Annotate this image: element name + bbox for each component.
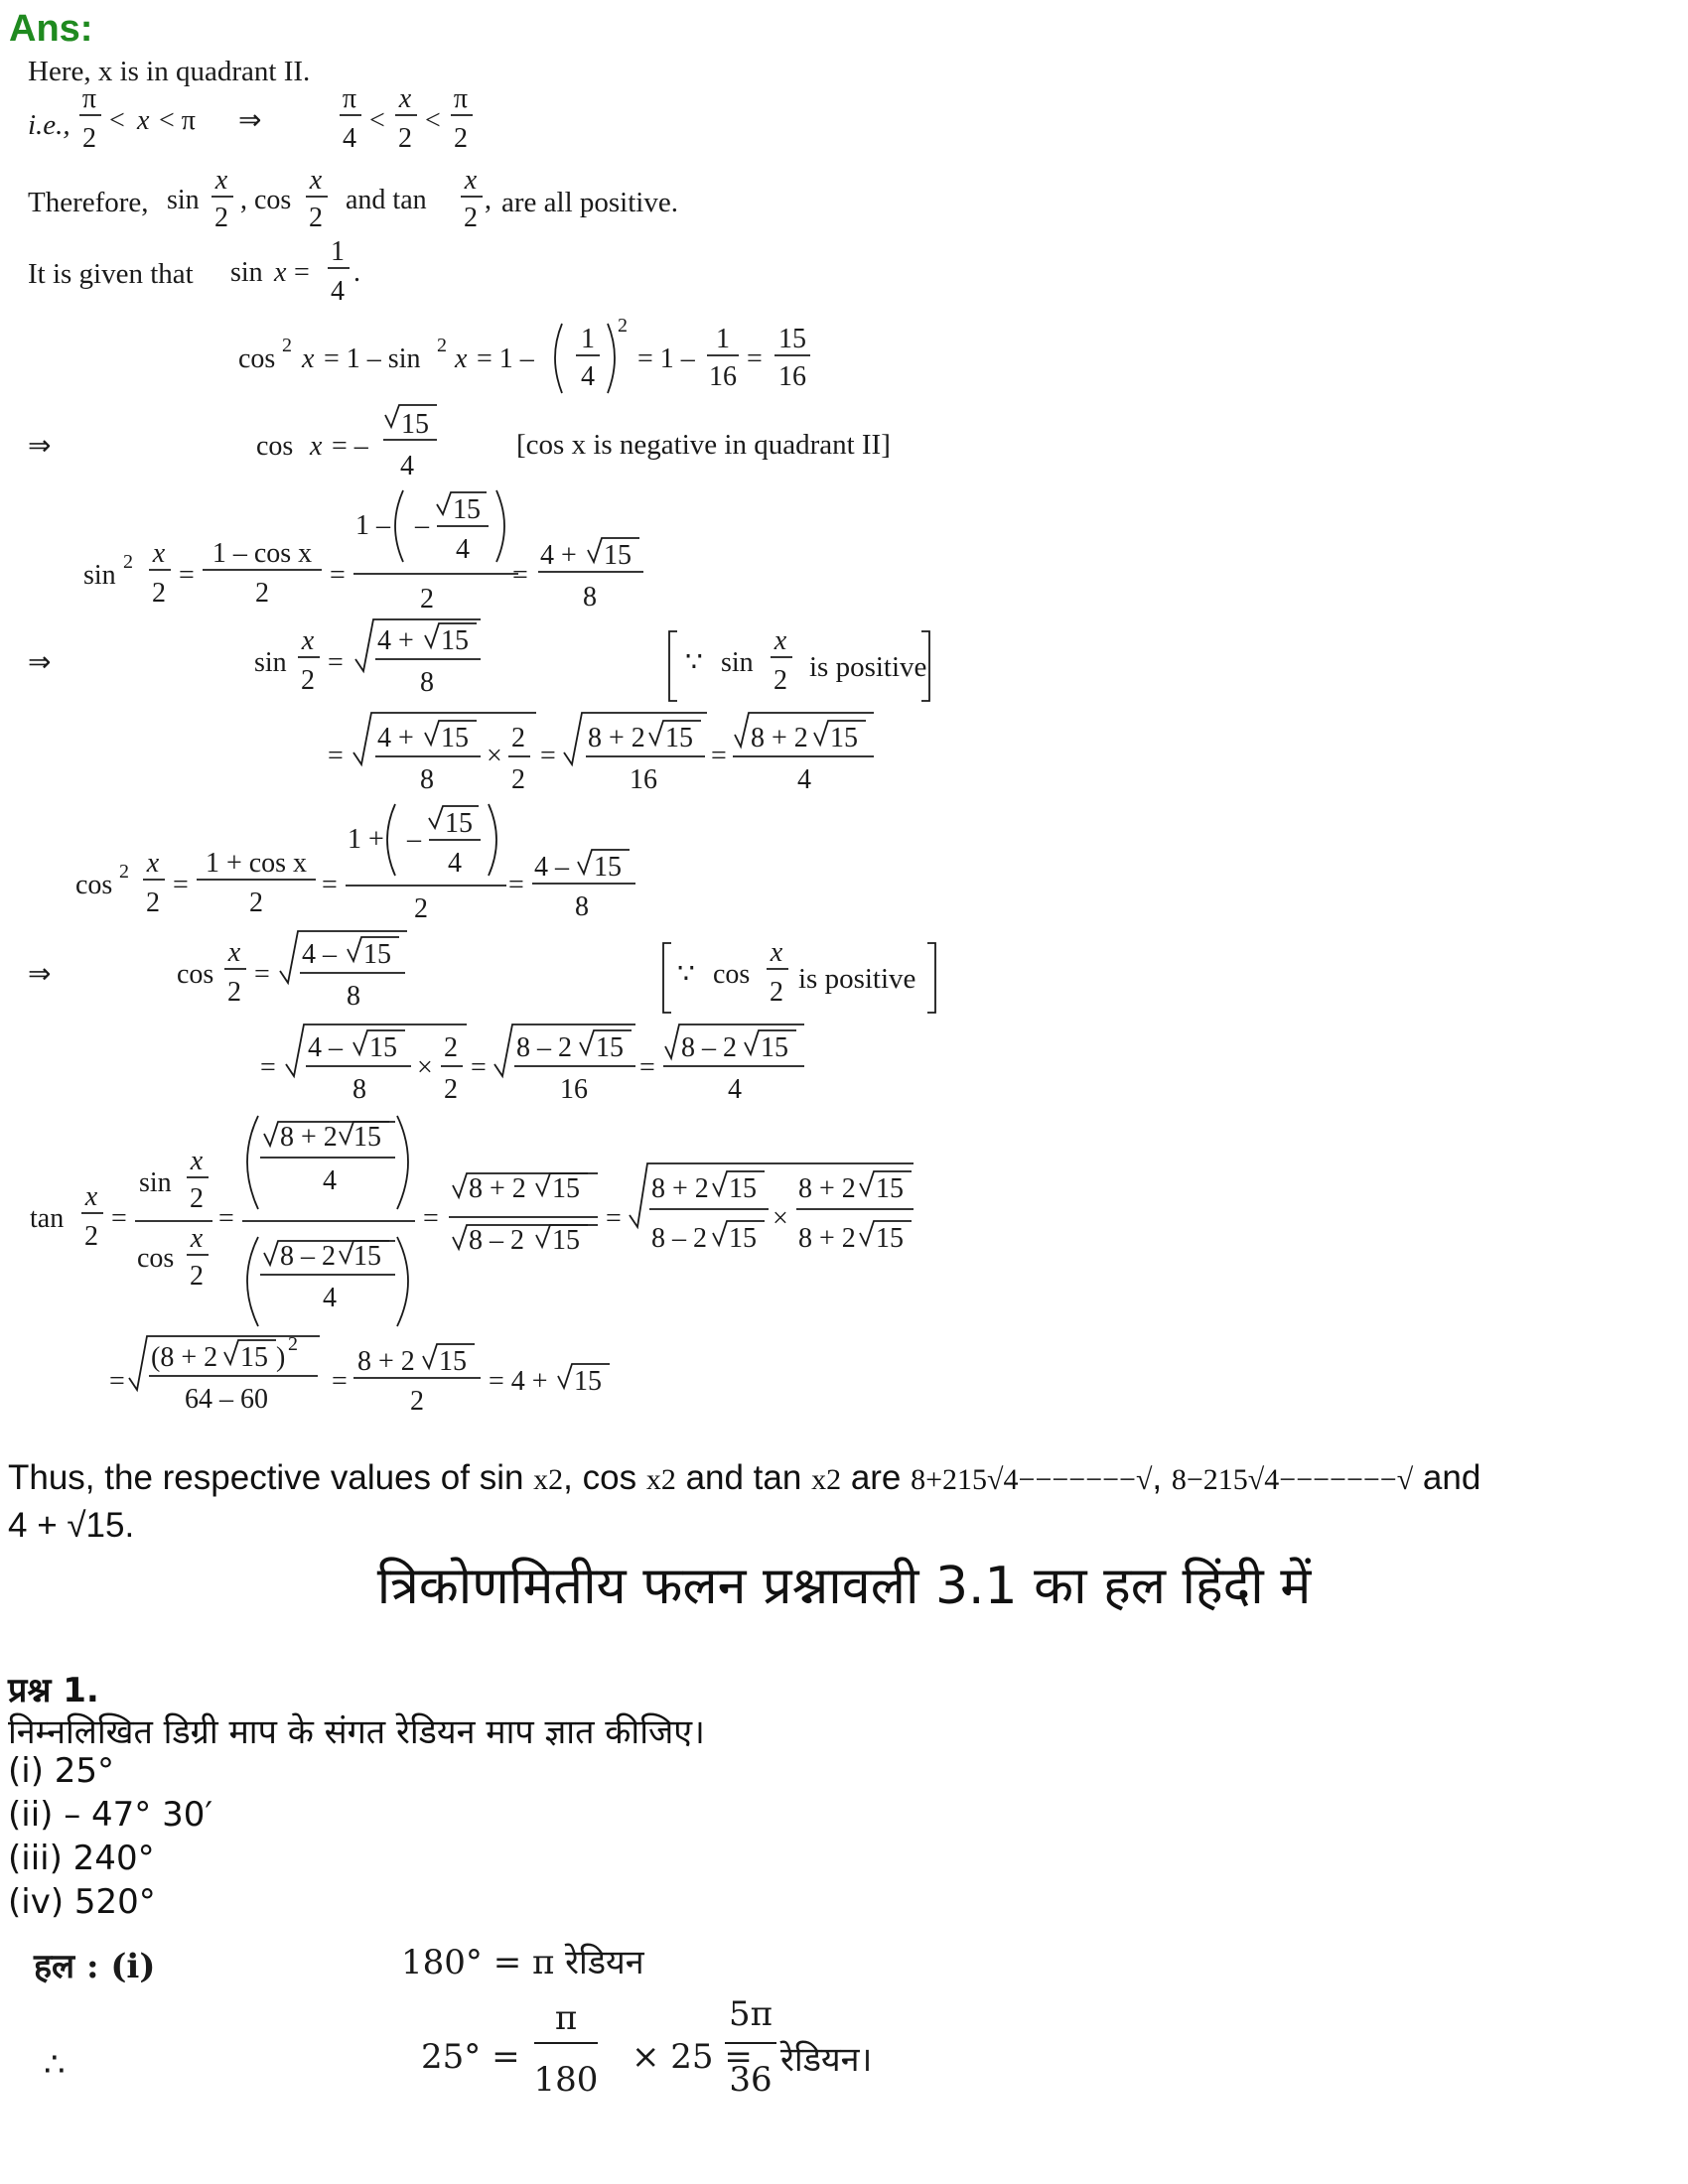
svg-text:= 1 – sin: = 1 – sin <box>324 343 421 374</box>
svg-text:15: 15 <box>876 1173 904 1204</box>
svg-text:1 + cos x: 1 + cos x <box>205 848 308 879</box>
svg-text:15: 15 <box>441 625 469 656</box>
svg-text:cos: cos <box>177 959 214 990</box>
svg-text:15: 15 <box>453 494 481 525</box>
question-item-3: (iii) 240° <box>8 1839 155 1878</box>
svg-text:4 +: 4 + <box>540 540 577 571</box>
svg-text:∵: ∵ <box>685 647 703 678</box>
svg-text:sin: sin <box>230 257 263 288</box>
svg-text:4: 4 <box>728 1074 742 1105</box>
svg-text:=: = <box>606 1203 622 1234</box>
svg-text:⇒: ⇒ <box>28 959 52 990</box>
svg-text:5π: 5π <box>729 1994 773 2034</box>
svg-text:π: π <box>554 1998 578 2038</box>
summary-value-cos: 8−215√4−−−−−−−√ <box>1171 1463 1414 1496</box>
answer-label: Ans: <box>9 8 93 50</box>
svg-text:cos: cos <box>256 431 294 462</box>
svg-text:x: x <box>137 105 150 136</box>
svg-text:x: x <box>310 431 323 462</box>
svg-text:=: = <box>322 870 338 900</box>
svg-text:x: x <box>770 937 783 968</box>
svg-text:(8 + 2: (8 + 2 <box>151 1342 218 1373</box>
solution-hal-eq2-mid: × 25 = <box>632 2037 753 2077</box>
svg-text:15: 15 <box>353 1241 381 1272</box>
svg-text:8 – 2: 8 – 2 <box>651 1223 707 1254</box>
svg-text:=: = <box>330 560 346 591</box>
svg-text:x: x <box>774 625 787 656</box>
svg-text:tan: tan <box>30 1203 65 1234</box>
svg-text:4: 4 <box>581 361 595 392</box>
svg-text:sin: sin <box>254 647 287 678</box>
svg-text:=: = <box>512 560 528 591</box>
svg-text:2: 2 <box>309 203 323 233</box>
svg-text:x: x <box>309 165 323 196</box>
svg-text:=: = <box>179 560 195 591</box>
question-item-4: (iv) 520° <box>8 1882 156 1922</box>
svg-text:2: 2 <box>301 665 315 696</box>
svg-text:2: 2 <box>454 123 468 154</box>
svg-text:2: 2 <box>414 893 428 924</box>
solution-summary <box>8 1455 1681 1549</box>
svg-text:2: 2 <box>774 665 787 696</box>
svg-text:2: 2 <box>618 315 628 337</box>
therefore-symbol: ∴ <box>44 2045 66 2085</box>
svg-text:4 +: 4 + <box>377 625 414 656</box>
svg-text:x: x <box>301 625 315 656</box>
svg-text:=: = <box>540 741 556 771</box>
svg-text:2: 2 <box>420 584 434 614</box>
svg-text:=: = <box>328 647 344 678</box>
svg-text:∵: ∵ <box>677 959 695 990</box>
svg-text:=: = <box>111 1203 127 1234</box>
svg-text:x: x <box>464 165 478 196</box>
svg-text:x: x <box>190 1146 204 1176</box>
svg-text:2: 2 <box>190 1183 204 1214</box>
svg-text:15: 15 <box>363 939 391 970</box>
svg-text:15: 15 <box>594 852 622 883</box>
svg-text:16: 16 <box>778 361 806 392</box>
svg-text:2: 2 <box>190 1261 204 1292</box>
svg-text:<: < <box>369 105 385 136</box>
svg-text:15: 15 <box>552 1225 580 1256</box>
svg-text:⇒: ⇒ <box>28 647 52 678</box>
svg-text:=: = <box>254 959 270 990</box>
summary-frac-sin: x2 <box>533 1463 564 1496</box>
svg-text:4: 4 <box>456 534 470 565</box>
summary-frac-tan: x2 <box>811 1463 842 1496</box>
svg-text:8 + 2: 8 + 2 <box>357 1346 415 1377</box>
svg-text:15: 15 <box>353 1122 381 1153</box>
svg-text:=: = <box>711 741 727 771</box>
svg-text:15: 15 <box>778 324 806 354</box>
svg-text:–: – <box>415 510 429 541</box>
solution-hal-label: हल : (i) <box>34 1947 156 1986</box>
svg-text:16: 16 <box>560 1074 588 1105</box>
svg-text:2: 2 <box>82 123 96 154</box>
svg-text:cos: cos <box>713 959 751 990</box>
svg-text:15: 15 <box>574 1366 602 1397</box>
svg-text:36: 36 <box>729 2060 773 2100</box>
svg-text:x: x <box>302 343 315 374</box>
svg-text:2: 2 <box>123 551 133 573</box>
svg-text:<: < <box>109 105 125 136</box>
svg-text:16: 16 <box>709 361 737 392</box>
svg-text:2: 2 <box>119 861 129 883</box>
solution-given-label: It is given that <box>28 258 194 290</box>
svg-text:2: 2 <box>398 123 412 154</box>
svg-text:x: x <box>84 1181 98 1212</box>
svg-text:2: 2 <box>511 764 525 795</box>
svg-text:64 – 60: 64 – 60 <box>185 1384 268 1415</box>
svg-text:x: x <box>398 83 412 114</box>
solution-cos-negative-note: [cos x is negative in quadrant II] <box>516 429 891 461</box>
svg-text:8 + 2: 8 + 2 <box>651 1173 709 1204</box>
solution-all-positive: are all positive. <box>501 187 678 218</box>
svg-text:8: 8 <box>347 981 360 1012</box>
svg-text:4: 4 <box>331 276 345 307</box>
svg-text:2: 2 <box>770 977 783 1008</box>
svg-text:8 + 2: 8 + 2 <box>469 1173 526 1204</box>
svg-text:cos: cos <box>137 1243 175 1274</box>
svg-text:=: = <box>508 870 524 900</box>
solution-hal-eq2-lhs: 25° = <box>421 2037 520 2077</box>
svg-text:cos: cos <box>238 343 276 374</box>
summary-value-tan: 4 + √15. <box>8 1506 135 1545</box>
svg-text:4: 4 <box>797 764 811 795</box>
question-item-1: (i) 25° <box>8 1751 115 1791</box>
svg-text:180: 180 <box>533 2060 599 2100</box>
svg-text:=: = <box>109 1366 125 1397</box>
summary-text-2: , cos <box>563 1458 637 1497</box>
svg-text:x: x <box>455 343 468 374</box>
svg-text:15: 15 <box>552 1173 580 1204</box>
svg-text:8: 8 <box>420 764 434 795</box>
question-text: निम्नलिखित डिग्री माप के संगत रेडियन माप ज्ञात कीजिए। <box>8 1712 705 1752</box>
svg-text:8 + 2: 8 + 2 <box>798 1223 856 1254</box>
svg-text:4 –: 4 – <box>302 939 337 970</box>
svg-text:<: < <box>425 105 441 136</box>
summary-value-sin: 8+215√4−−−−−−−√ <box>911 1463 1153 1496</box>
svg-text:= 1 –: = 1 – <box>477 343 534 374</box>
svg-text:< π: < π <box>159 105 196 136</box>
svg-text:15: 15 <box>596 1032 624 1063</box>
summary-text-4: are <box>850 1458 902 1497</box>
question-label: प्रश्न 1. <box>8 1671 99 1710</box>
svg-text:15: 15 <box>401 409 429 440</box>
svg-text:8 – 2: 8 – 2 <box>516 1032 572 1063</box>
svg-text:= –: = – <box>332 431 368 462</box>
svg-text:8 – 2: 8 – 2 <box>681 1032 737 1063</box>
svg-text:,: , <box>485 185 492 215</box>
solution-hal-eq2-tail: रेडियन। <box>780 2040 873 2080</box>
svg-text:15: 15 <box>240 1342 268 1373</box>
svg-text:π: π <box>453 83 469 114</box>
svg-text:2: 2 <box>146 887 160 918</box>
svg-text:= 1 –: = 1 – <box>637 343 695 374</box>
svg-text:4: 4 <box>343 123 356 154</box>
svg-text:15: 15 <box>439 1346 467 1377</box>
svg-text:=: = <box>260 1052 276 1083</box>
svg-text:x: x <box>214 165 228 196</box>
svg-text:×: × <box>417 1052 433 1083</box>
svg-text:=: = <box>639 1052 655 1083</box>
svg-text:×: × <box>773 1203 788 1234</box>
summary-frac-cos: x2 <box>645 1463 676 1496</box>
summary-text-3: and tan <box>685 1458 802 1497</box>
svg-text:×: × <box>487 741 502 771</box>
hindi-section-title: त्रिकोणमितीय फलन प्रश्नावली 3.1 का हल हिंदी में <box>376 1557 1312 1616</box>
svg-text:sin: sin <box>167 185 200 215</box>
svg-text:1 –: 1 – <box>355 510 390 541</box>
svg-text:2: 2 <box>437 335 447 356</box>
svg-text:15: 15 <box>604 540 632 571</box>
svg-text:=: = <box>218 1203 234 1234</box>
svg-text:, cos: , cos <box>240 185 292 215</box>
svg-text:8 – 2: 8 – 2 <box>469 1225 524 1256</box>
svg-text:=: = <box>332 1366 348 1397</box>
svg-text:x: x <box>227 937 241 968</box>
svg-text:15: 15 <box>729 1223 757 1254</box>
svg-text:sin: sin <box>721 647 754 678</box>
svg-text:8 – 2: 8 – 2 <box>280 1241 336 1272</box>
svg-text:1: 1 <box>716 324 730 354</box>
svg-text:=: = <box>423 1203 439 1234</box>
svg-text:2: 2 <box>410 1386 424 1417</box>
svg-text:8: 8 <box>575 891 589 922</box>
svg-text:8 + 2: 8 + 2 <box>280 1122 338 1153</box>
svg-text:8 + 2: 8 + 2 <box>588 723 645 753</box>
svg-text:4 +: 4 + <box>377 723 414 753</box>
svg-text:= 4 +: = 4 + <box>489 1366 548 1397</box>
svg-text:=: = <box>173 870 189 900</box>
svg-text:1: 1 <box>331 236 345 267</box>
svg-text:2: 2 <box>282 335 292 356</box>
svg-text:cos: cos <box>75 870 113 900</box>
svg-text:8: 8 <box>420 667 434 698</box>
svg-text:8 + 2: 8 + 2 <box>751 723 808 753</box>
svg-text:4: 4 <box>448 848 462 879</box>
svg-text:15: 15 <box>830 723 858 753</box>
solution-line-quadrant: Here, x is in quadrant II. <box>28 56 311 87</box>
svg-text:2: 2 <box>84 1221 98 1252</box>
svg-text:x: x <box>190 1223 204 1254</box>
svg-text:=: = <box>747 343 763 374</box>
svg-text:=: = <box>471 1052 487 1083</box>
question-item-2: (ii) – 47° 30′ <box>8 1795 213 1835</box>
svg-text:2: 2 <box>444 1032 458 1063</box>
svg-text:–: – <box>407 824 421 855</box>
svg-text:x: x <box>146 848 160 879</box>
svg-text:⇒: ⇒ <box>28 431 52 462</box>
svg-text:2: 2 <box>255 578 269 609</box>
svg-text:): ) <box>276 1342 286 1373</box>
svg-text:8: 8 <box>352 1074 366 1105</box>
solution-therefore-label: Therefore, <box>28 187 149 218</box>
solution-hal-eq1: 180° = π रेडियन <box>401 1943 644 1982</box>
svg-text:4: 4 <box>323 1283 337 1313</box>
svg-text:15: 15 <box>876 1223 904 1254</box>
svg-text:4 –: 4 – <box>308 1032 343 1063</box>
svg-text:15: 15 <box>445 808 473 839</box>
svg-text:4: 4 <box>400 451 414 481</box>
svg-text:1 – cos x: 1 – cos x <box>211 538 313 569</box>
svg-text:15: 15 <box>729 1173 757 1204</box>
solution-ie-label: i.e., <box>28 109 70 141</box>
svg-text:16: 16 <box>630 764 657 795</box>
svg-text:15: 15 <box>665 723 693 753</box>
svg-text:π: π <box>81 83 97 114</box>
svg-text:15: 15 <box>369 1032 397 1063</box>
svg-text:2: 2 <box>511 723 525 753</box>
svg-text:x: x <box>274 257 287 288</box>
svg-text:x: x <box>152 538 166 569</box>
svg-text:15: 15 <box>441 723 469 753</box>
svg-text:4: 4 <box>323 1165 337 1196</box>
summary-text-1: Thus, the respective values of sin <box>8 1458 524 1497</box>
svg-text:2: 2 <box>444 1074 458 1105</box>
svg-text:4 –: 4 – <box>534 852 569 883</box>
svg-text:2: 2 <box>249 887 263 918</box>
svg-text:=: = <box>328 741 344 771</box>
svg-text:=: = <box>294 257 310 288</box>
svg-text:8 + 2: 8 + 2 <box>798 1173 856 1204</box>
svg-text:π: π <box>342 83 357 114</box>
svg-text:2: 2 <box>152 578 166 609</box>
summary-separator: , <box>1152 1458 1163 1497</box>
solution-sin-positive-note: is positive <box>809 651 927 683</box>
svg-text:.: . <box>353 257 360 288</box>
svg-text:1 +: 1 + <box>348 824 384 855</box>
svg-text:2: 2 <box>464 203 478 233</box>
svg-text:15: 15 <box>761 1032 788 1063</box>
svg-text:and tan: and tan <box>346 185 427 215</box>
svg-text:8: 8 <box>583 582 597 613</box>
svg-text:2: 2 <box>214 203 228 233</box>
svg-text:2: 2 <box>227 977 241 1008</box>
svg-text:1: 1 <box>581 324 595 354</box>
svg-text:sin: sin <box>139 1167 172 1198</box>
svg-text:⇒: ⇒ <box>238 105 262 136</box>
summary-text-5: and <box>1422 1458 1481 1497</box>
solution-cos-positive-note: is positive <box>798 963 916 995</box>
svg-text:2: 2 <box>288 1333 298 1355</box>
svg-text:sin: sin <box>83 560 116 591</box>
